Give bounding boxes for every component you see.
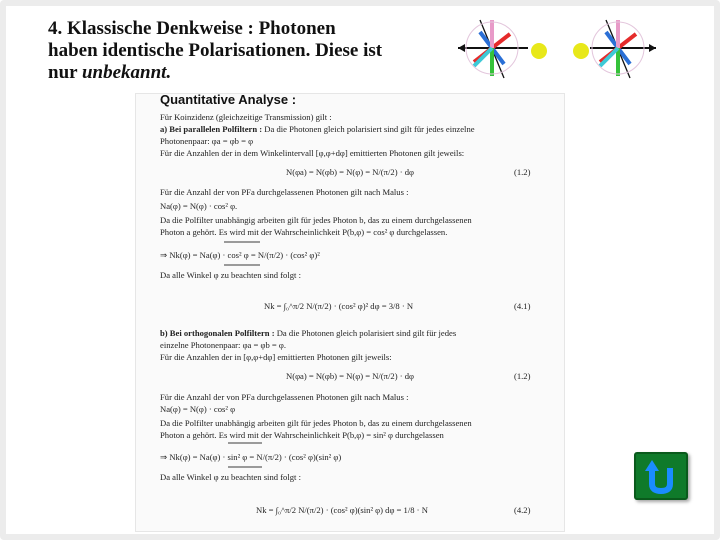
highlight-mark: [224, 264, 260, 266]
highlight-mark: [228, 442, 262, 444]
doc-line: Für die Anzahlen der in [φ,φ+dφ] emittierten Photonen gilt jeweils:: [160, 352, 392, 362]
polarization-diagram: [450, 14, 660, 90]
equation-2: ⇒ Nk(φ) = Na(φ) · cos² φ = N/(π/2) · (cos² φ)²: [160, 250, 320, 260]
equation-5: ⇒ Nk(φ) = Na(φ) · sin² φ = N/(π/2) · (cos² φ)(sin² φ): [160, 452, 342, 462]
doc-line: einzelne Photonenpaar: φa = φb = φ.: [160, 340, 286, 350]
u-turn-arrow-icon: [636, 454, 686, 498]
doc-line: Photon a gehört. Es wird mit der Wahrscheinlichkeit P(b,φ) = sin² φ durchgelassen: [160, 430, 444, 440]
doc-line: Photon a gehört. Es wird mit der Wahrscheinlichkeit P(b,φ) = cos² φ durchgelassen.: [160, 227, 448, 237]
title-line-1: 4. Klassische Denkweise : Photonen: [48, 18, 336, 39]
doc-line: Für Koinzidenz (gleichzeitige Transmission) gilt :: [160, 112, 332, 122]
doc-line: Für die Anzahl der von PFa durchgelassenen Photonen gilt nach Malus :: [160, 187, 409, 197]
doc-line: Da alle Winkel φ zu beachten sind folgt :: [160, 270, 301, 280]
equation-number: (1.2): [514, 167, 531, 177]
equation-4: N(φa) = N(φb) = N(φ) = N/(π/2) · dφ: [286, 371, 414, 381]
title-line-3a: nur: [48, 62, 82, 83]
section-b-label: b) Bei orthogonalen Polfiltern :: [160, 328, 275, 338]
back-button[interactable]: [634, 452, 688, 500]
doc-line: Für die Anzahl der von PFa durchgelassenen Photonen gilt nach Malus :: [160, 392, 409, 402]
slide-title: [48, 18, 438, 84]
doc-line: Da die Polfilter unabhängig arbeiten gilt für jedes Photon b, das zu einem durchgelassenen: [160, 215, 472, 225]
equation-number: (1.2): [514, 371, 531, 381]
photon-left-icon: [531, 43, 547, 59]
highlight-mark: [228, 466, 262, 468]
left-polarizer-icon: [458, 20, 528, 78]
section-a-label: a) Bei parallelen Polfiltern :: [160, 124, 263, 134]
title-line-3b: unbekannt.: [81, 62, 172, 83]
doc-line: Na(φ) = N(φ) · cos² φ.: [160, 201, 238, 211]
title-line-2: haben identische Polarisationen. Diese ist: [48, 40, 383, 61]
doc-line: [160, 328, 456, 340]
doc-line-rest: Da die Photonen gleich polarisiert sind gilt für jedes einzelne: [262, 124, 475, 134]
scanned-document: [136, 94, 564, 531]
doc-line: Da alle Winkel φ zu beachten sind folgt :: [160, 472, 301, 482]
equation-3: Nk = ∫₀^π/2 N/(π/2) · (cos² φ)² dφ = 3/8 · N: [264, 301, 414, 311]
equation-number: (4.2): [514, 505, 531, 515]
equation-6: Nk = ∫₀^π/2 N/(π/2) · (cos² φ)(sin² φ) dφ = 1/8 · N: [256, 505, 428, 515]
document-heading: Quantitative Analyse :: [160, 94, 297, 107]
doc-line-rest: Da die Photonen gleich polarisiert sind gilt für jedes: [274, 328, 457, 338]
equation-1: N(φa) = N(φb) = N(φ) = N/(π/2) · dφ: [286, 167, 414, 177]
doc-line: [160, 124, 475, 136]
doc-line: Für die Anzahlen der in dem Winkelintervall [φ,φ+dφ] emittierten Photonen gilt jeweils:: [160, 148, 465, 158]
highlight-mark: [224, 241, 260, 243]
doc-line: Na(φ) = N(φ) · cos² φ: [160, 404, 236, 414]
doc-line: Da die Polfilter unabhängig arbeiten gilt für jedes Photon b, das zu einem durchgelassenen: [160, 418, 472, 428]
doc-line: Photonenpaar: φa = φb = φ: [160, 136, 254, 146]
photon-right-icon: [573, 43, 589, 59]
right-polarizer-icon: [590, 20, 656, 78]
equation-number: (4.1): [514, 301, 531, 311]
